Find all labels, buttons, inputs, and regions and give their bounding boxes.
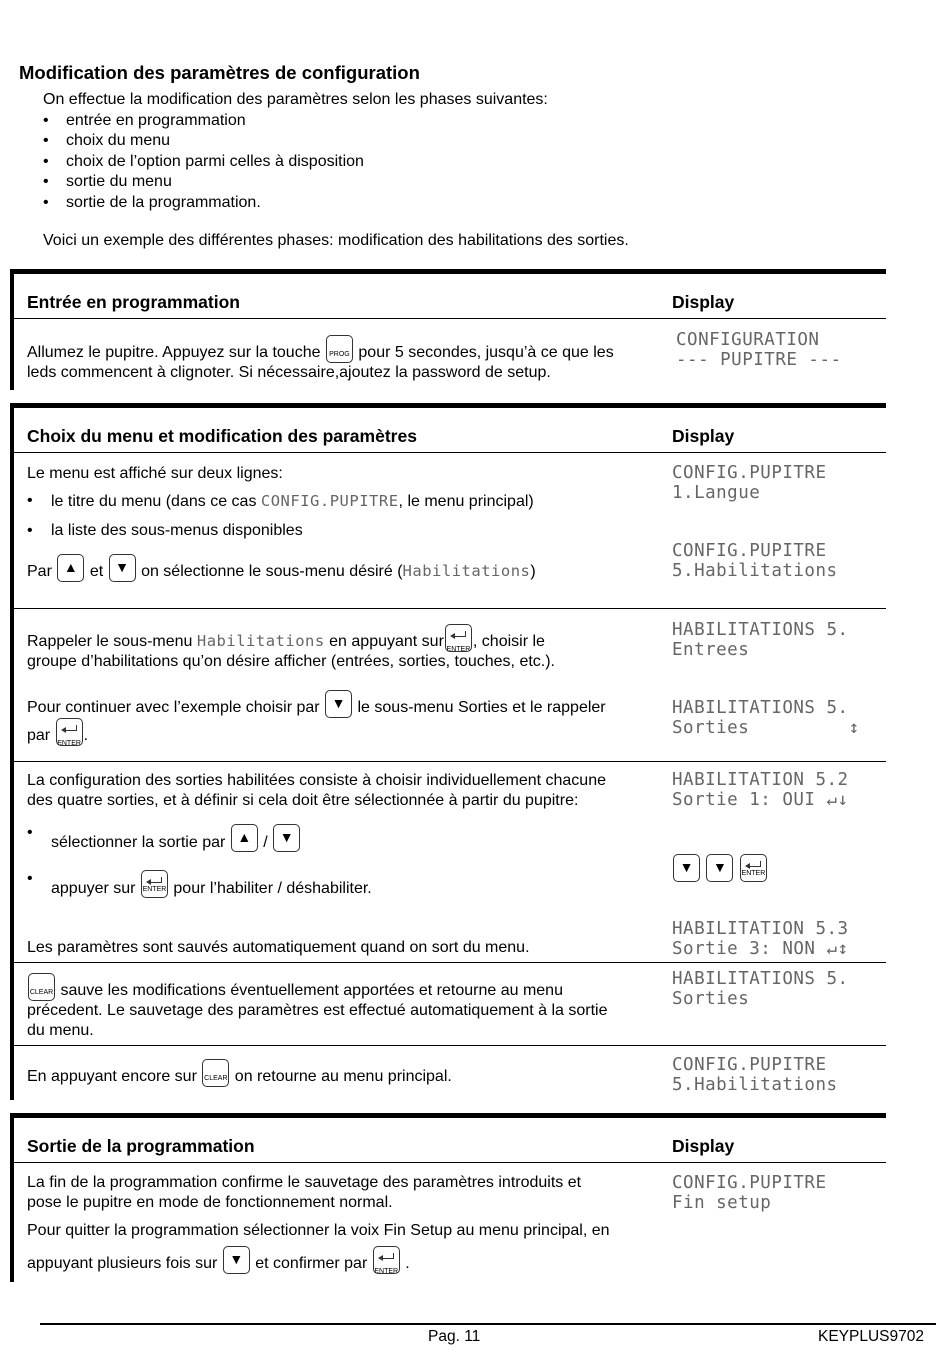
enter-key-icon bbox=[141, 870, 168, 898]
up-key-icon bbox=[57, 554, 84, 582]
lcd-line-1: HABILITATION 5.2 bbox=[672, 770, 849, 790]
text: ) bbox=[530, 563, 536, 580]
key-sequence bbox=[672, 854, 768, 882]
fin-text bbox=[27, 1173, 652, 1213]
key-label: CLEAR bbox=[29, 989, 54, 996]
text: , choisir le bbox=[472, 633, 545, 650]
text: . bbox=[83, 727, 89, 744]
text: appuyer sur bbox=[51, 880, 136, 897]
section-entree-programmation bbox=[10, 269, 886, 390]
text: on sélectionne le sous-menu désiré ( bbox=[141, 563, 403, 580]
down-key-icon bbox=[273, 824, 300, 852]
display-label: Display bbox=[672, 426, 735, 446]
arrow: ▼ bbox=[331, 695, 346, 711]
section-left-border bbox=[10, 274, 14, 390]
text: précedent. Le sauvetage des paramètres est effectué automatiquement à la sortie bbox=[27, 1002, 608, 1019]
lcd-line-1: CONFIGURATION bbox=[676, 330, 820, 350]
lcd-line-2: --- PUPITRE --- bbox=[676, 350, 842, 370]
lcd-line-2: Sortie 1: OUI ↵↓ bbox=[672, 790, 849, 810]
config-text bbox=[27, 771, 652, 811]
text: La configuration des sorties habilitées consiste à choisir individuellement chacune bbox=[27, 772, 606, 789]
list-item bbox=[27, 824, 301, 852]
section-choix-menu bbox=[10, 403, 886, 1100]
up-key-icon bbox=[231, 824, 258, 852]
arrow: ▲ bbox=[63, 559, 78, 575]
enter-key-icon bbox=[56, 718, 83, 746]
clear-text bbox=[27, 973, 652, 1041]
continue-text bbox=[27, 690, 652, 746]
clear-key-icon bbox=[202, 1059, 229, 1087]
arrow: ▼ bbox=[115, 559, 130, 575]
section-left-border bbox=[10, 1118, 14, 1282]
lcd-inline: Habilitations bbox=[196, 632, 325, 650]
list-item: • choix de l’option parmi celles à disposition bbox=[43, 152, 548, 173]
key-label: ENTER bbox=[57, 740, 81, 747]
lcd-line-1: CONFIG.PUPITRE bbox=[672, 463, 827, 483]
key-label: ENTER bbox=[446, 646, 471, 653]
arrow: ▼ bbox=[229, 1251, 244, 1267]
lcd-line-2: Sortie 3: NON ↵↕ bbox=[672, 939, 849, 959]
lcd-line-2: Entrees bbox=[672, 640, 750, 660]
text: et confirmer par bbox=[255, 1255, 368, 1272]
lcd-line-1: HABILITATIONS 5. bbox=[672, 969, 849, 989]
lcd-display bbox=[672, 919, 849, 959]
again-text bbox=[27, 1059, 652, 1087]
text: sélectionner la sortie par bbox=[51, 834, 226, 851]
text: par bbox=[27, 727, 51, 744]
lcd-display bbox=[672, 1173, 827, 1213]
lcd-display bbox=[672, 1055, 838, 1095]
lcd-display bbox=[672, 969, 849, 1009]
lcd-line-2: Fin setup bbox=[672, 1193, 772, 1213]
text: on retourne au menu principal. bbox=[234, 1068, 452, 1085]
list-item: • sortie de la programmation. bbox=[43, 193, 548, 214]
document-reference: KEYPLUS9702 bbox=[818, 1328, 924, 1345]
list-item bbox=[27, 492, 534, 511]
lcd-line-2: Sorties bbox=[672, 989, 750, 1009]
list-item bbox=[27, 870, 372, 898]
clear-key-icon bbox=[28, 973, 55, 1001]
lcd-line-2: 5.Habilitations bbox=[672, 1075, 838, 1095]
lcd-line-1: HABILITATIONS 5. bbox=[672, 698, 849, 718]
text: En appuyant encore sur bbox=[27, 1068, 197, 1085]
section-sortie-programmation bbox=[10, 1113, 886, 1282]
text: en appuyant sur bbox=[329, 633, 444, 650]
text: pose le pupitre en mode de fonctionnement normal. bbox=[27, 1194, 393, 1211]
arrow: ▼ bbox=[713, 859, 727, 875]
divider bbox=[14, 1162, 886, 1163]
lcd-line-2: Sorties ↕ bbox=[672, 718, 860, 738]
arrow: ▲ bbox=[237, 829, 252, 845]
down-key-icon bbox=[673, 854, 700, 882]
enter-key-icon bbox=[445, 624, 472, 652]
text: des quatre sorties, et à définir si cela doit être sélectionnée à partir du pupitre: bbox=[27, 792, 579, 809]
lcd-line-1: CONFIG.PUPITRE bbox=[672, 1055, 827, 1075]
text: pour 5 secondes, jusqu’à ce que les bbox=[358, 344, 614, 361]
text: groupe d’habilitations qu’on désire afficher (entrées, sorties, touches, etc.). bbox=[27, 653, 555, 670]
down-key-icon bbox=[223, 1246, 250, 1274]
text: appuyant plusieurs fois sur bbox=[27, 1255, 218, 1272]
lcd-display bbox=[672, 770, 849, 810]
text: La fin de la programmation confirme le sauvetage des paramètres introduits et bbox=[27, 1174, 582, 1191]
intro bbox=[43, 90, 548, 213]
section-left-border bbox=[10, 408, 14, 1100]
select-text bbox=[27, 554, 652, 582]
page-number: Pag. 11 bbox=[428, 1328, 481, 1345]
down-key-icon bbox=[325, 690, 352, 718]
section-title: Entrée en programmation bbox=[27, 292, 240, 312]
list-item: • entrée en programmation bbox=[43, 111, 548, 132]
lcd-display bbox=[672, 698, 860, 738]
display-label: Display bbox=[672, 1136, 735, 1156]
text: . bbox=[405, 1255, 410, 1272]
page-title: Modification des paramètres de configuration bbox=[19, 62, 420, 83]
enter-key-icon bbox=[373, 1246, 400, 1274]
text: et bbox=[89, 563, 104, 580]
divider bbox=[14, 962, 886, 963]
lcd-line-1: CONFIG.PUPITRE bbox=[672, 1173, 827, 1193]
text: , le menu principal) bbox=[398, 493, 534, 510]
list-item: • choix du menu bbox=[43, 131, 548, 152]
key-label: PROG bbox=[329, 351, 350, 358]
lcd-display bbox=[672, 620, 849, 660]
lcd-inline: CONFIG.PUPITRE bbox=[260, 492, 399, 510]
lcd-display bbox=[672, 463, 827, 503]
section-title: Sortie de la programmation bbox=[27, 1136, 255, 1156]
recall-text bbox=[27, 624, 652, 672]
divider bbox=[14, 318, 886, 319]
section-text bbox=[27, 335, 652, 383]
text: du menu. bbox=[27, 1022, 94, 1039]
lcd-line-2: 1.Langue bbox=[672, 483, 761, 503]
text: Rappeler le sous-menu bbox=[27, 633, 193, 650]
lcd-display bbox=[672, 541, 838, 581]
section-title: Choix du menu et modification des paramètres bbox=[27, 426, 417, 446]
key-label: ENTER bbox=[142, 886, 167, 893]
down-key-icon bbox=[109, 554, 136, 582]
text: le sous-menu Sorties et le rappeler bbox=[357, 699, 606, 716]
lcd-line-1: HABILITATIONS 5. bbox=[672, 620, 849, 640]
divider bbox=[14, 608, 886, 609]
text: Pour quitter la programmation sélectionner la voix Fin Setup au menu principal, en bbox=[27, 1222, 610, 1239]
key-label: ENTER bbox=[741, 870, 766, 877]
footer-divider bbox=[40, 1323, 936, 1325]
key-label: ENTER bbox=[374, 1268, 399, 1275]
text: Par bbox=[27, 563, 52, 580]
divider bbox=[14, 452, 886, 453]
lcd-line-1: HABILITATION 5.3 bbox=[672, 919, 849, 939]
text: / bbox=[263, 834, 268, 851]
arrow: ▼ bbox=[679, 859, 694, 875]
lcd-line-1: CONFIG.PUPITRE bbox=[672, 541, 827, 561]
display-label: Display bbox=[672, 292, 735, 312]
list-item bbox=[27, 522, 303, 540]
menu-intro: Le menu est affiché sur deux lignes: bbox=[27, 465, 283, 482]
text: Allumez le pupitre. Appuyez sur la touche bbox=[27, 344, 321, 361]
lcd-display bbox=[676, 330, 842, 370]
prog-key-icon bbox=[326, 335, 353, 363]
example-text: Voici un exemple des différentes phases: modification des habilitations des sorties. bbox=[43, 232, 629, 249]
phase-list bbox=[43, 111, 548, 214]
saved-text: Les paramètres sont sauvés automatiquement quand on sort du menu. bbox=[27, 939, 530, 956]
down-key-icon bbox=[706, 854, 733, 882]
text: le titre du menu (dans ce cas bbox=[51, 493, 257, 510]
list-item: • sortie du menu bbox=[43, 172, 548, 193]
divider bbox=[14, 1045, 886, 1046]
text: la liste des sous-menus disponibles bbox=[51, 522, 303, 539]
enter-key-icon bbox=[740, 854, 767, 882]
quit-text-2 bbox=[27, 1246, 652, 1274]
text: pour l’habiliter / déshabiliter. bbox=[173, 880, 372, 897]
text: sauve les modifications éventuellement apportées et retourne au menu bbox=[60, 982, 563, 999]
text: Pour continuer avec l’exemple choisir par bbox=[27, 699, 320, 716]
lcd-line-2: 5.Habilitations bbox=[672, 561, 838, 581]
divider bbox=[14, 761, 886, 762]
quit-text bbox=[27, 1221, 652, 1241]
intro-lead: On effectue la modification des paramètres selon les phases suivantes: bbox=[43, 91, 548, 108]
arrow: ▼ bbox=[279, 829, 294, 845]
key-label: CLEAR bbox=[204, 1075, 228, 1082]
text: leds commencent à clignoter. Si nécessaire,ajoutez la password de setup. bbox=[27, 364, 551, 381]
lcd-inline: Habilitations bbox=[402, 562, 531, 580]
